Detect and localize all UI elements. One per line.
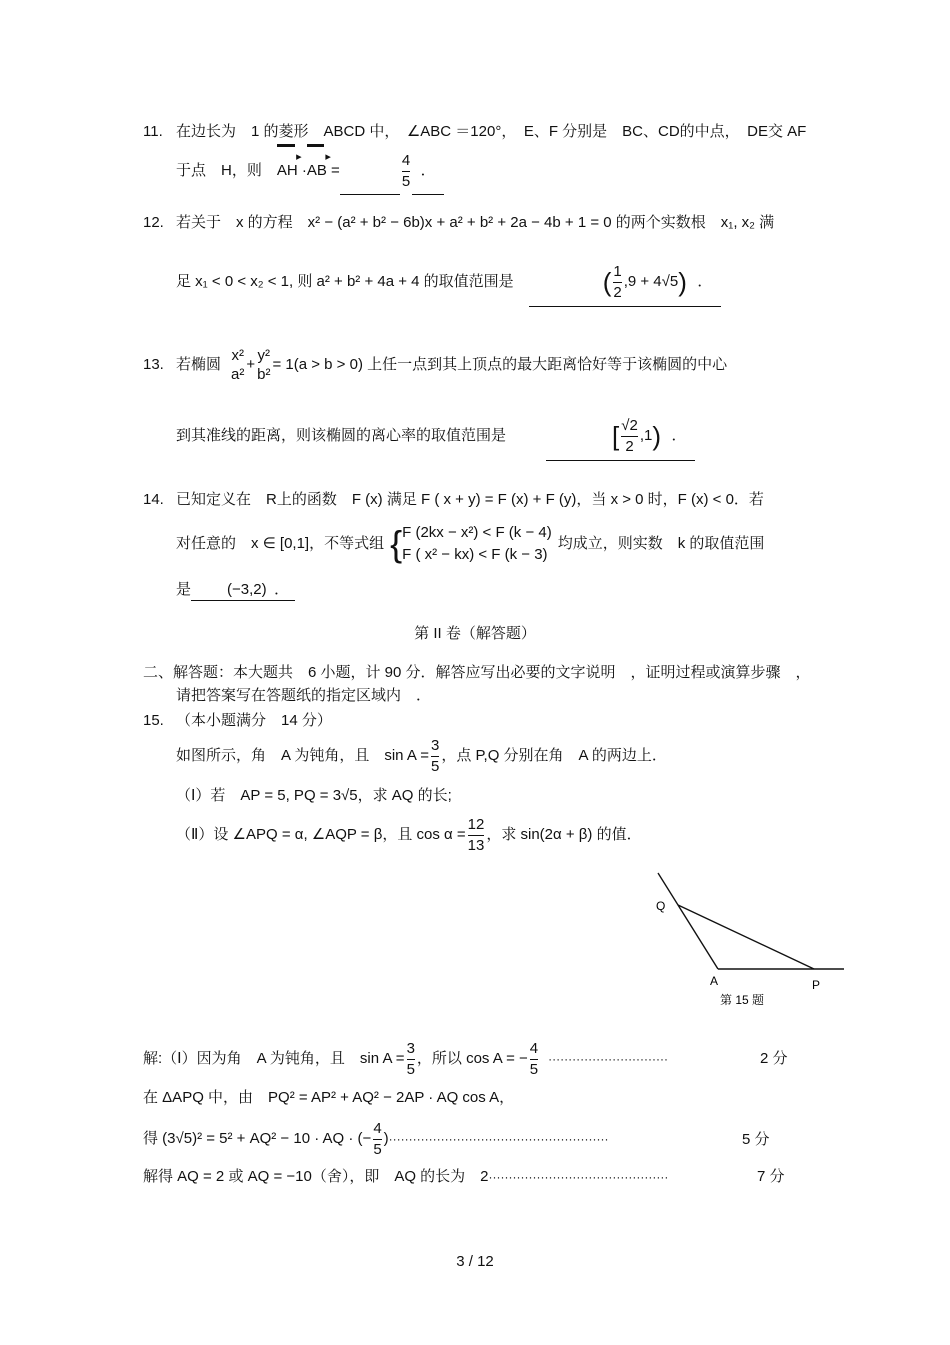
problem-13-number: 13. <box>143 356 164 373</box>
answer-end: ． <box>412 148 444 195</box>
equals-sign: = <box>326 162 340 179</box>
problem-14-line3 <box>176 580 295 601</box>
page-number: 3 / 12 <box>456 1253 494 1270</box>
problem-13-line2 <box>176 412 695 461</box>
close-paren: ) <box>652 421 662 452</box>
problem-14-line2 <box>176 520 764 568</box>
problem-15-question-1: （Ⅰ）若 AP = 5, PQ = 3√5，求 AQ 的长; <box>176 787 452 804</box>
problem-13-line1-pre: 若椭圆 <box>176 356 222 373</box>
problem-11-number: 11. <box>143 123 163 140</box>
problem-12-line1: 若关于 x 的方程 x² − (a² + b² − 6b)x + a² + b² + 2a − 4b + 1 = 0 的两个实数根 x₁, x₂ 满 <box>176 214 775 231</box>
s3-leader-dots: ······················································· <box>388 1132 609 1146</box>
problem-14-line3-pre: 是 <box>176 581 192 598</box>
angle-ray-upper <box>658 873 718 969</box>
problem-13-answer <box>610 412 663 461</box>
answer-blank-left <box>340 148 400 195</box>
q2-post: ，求 sin(2α + β) 的值． <box>486 826 642 843</box>
problem-14-number: 14. <box>143 491 164 508</box>
figure-caption: 第 15 题 <box>720 993 765 1007</box>
solution-line-4 <box>143 1167 668 1187</box>
s3-pre: 得 (3√5)² = 5² + AQ² − 10 · AQ · (− <box>143 1130 372 1147</box>
s3-post: ) <box>383 1130 389 1147</box>
answer-numerator: √2 <box>621 416 638 434</box>
open-bracket: [ <box>612 421 620 452</box>
answer-blank-left <box>546 412 610 461</box>
label-q: Q <box>656 899 666 913</box>
s4-score: 7 分 <box>757 1168 785 1185</box>
sin-a-fraction: $\frac{3}{5}$ <box>430 736 440 775</box>
s1-leader-dots: ······························ <box>548 1052 669 1066</box>
solution-line-2: 在 ΔAPQ 中，由 PQ² = AP² + AQ² − 2AP · AQ cos A， <box>143 1089 515 1106</box>
problem-14-line2-pre: 对任意的 x ∈ [0,1]，不等式组 <box>176 535 385 552</box>
problem-13-line1-post: = 1(a > b > 0) 上任一点到其上顶点的最大距离恰好等于该椭圆的中心 <box>272 356 728 373</box>
answer-numerator: 1 <box>613 262 622 280</box>
answer-rest: ,9 + 4√5 <box>623 273 679 290</box>
system-inequality-2: F ( x² − kx) < F (k − 3) <box>402 546 548 564</box>
answer-end: ． <box>663 412 695 461</box>
problem-12-line2-pre: 足 x₁ < 0 < x₂ < 1, 则 a² + b² + 4a + 4 的取值范围是 <box>176 273 529 290</box>
problem-11-line2 <box>176 148 444 195</box>
answer-rest: ,1 <box>639 427 653 444</box>
plus-sign: + <box>246 356 256 373</box>
section-intro-line2: 请把答案写在答题纸的指定区域内 ． <box>176 687 432 704</box>
s4-leader-dots: ············································· <box>488 1170 669 1184</box>
s1-mid: ，所以 cos A = − <box>416 1050 528 1067</box>
vector-ab: AB ▸ <box>307 148 327 194</box>
s4-text: 解得 AQ = 2 或 AQ = −10（舍），即 AQ 的长为 2 <box>143 1168 489 1185</box>
s3-score: 5 分 <box>742 1131 770 1148</box>
section-title: 第 II 卷（解答题） <box>414 625 536 642</box>
problem-15-question-2 <box>176 812 642 858</box>
close-paren: ) <box>678 267 687 298</box>
problem-15-stem <box>176 733 667 779</box>
dot-operator: · <box>297 162 307 179</box>
problem-15-number: 15. <box>143 712 164 729</box>
system-inequality-1: F (2kx − x²) < F (k − 4) <box>402 524 552 542</box>
problem-12-number: 12. <box>143 214 164 231</box>
answer-blank-left <box>529 258 601 307</box>
stem-pre: 如图所示，角 A 为钝角，且 sin A = <box>176 747 429 764</box>
open-paren: ( <box>602 267 612 298</box>
ellipse-y-term: y² b² <box>257 346 271 383</box>
ellipse-x-term: x² a² <box>231 346 245 383</box>
problem-13-line1 <box>176 342 727 388</box>
answer-end: ． <box>689 258 721 307</box>
left-brace: { <box>390 523 403 565</box>
problem-11-line2-pre: 于点 H，则 <box>176 162 277 179</box>
answer-blank-left <box>191 580 225 601</box>
inequality-system <box>390 520 552 568</box>
solution-line-3 <box>143 1116 608 1162</box>
solution-line-1 <box>143 1036 668 1082</box>
cos-alpha-fraction: $\frac{12}{13}$ <box>467 815 485 854</box>
problem-11-line1: 在边长为 1 的菱形 ABCD 中， ∠ABC ＝120°， E、F 分别是 BC、CD的中点， DE交 AF <box>176 123 807 140</box>
answer-denominator: 2 <box>625 437 634 455</box>
answer-fraction <box>621 417 638 456</box>
vector-ah: AH ▸ <box>277 148 298 194</box>
answer-fraction <box>613 263 621 302</box>
s1-pre: 解:（Ⅰ）因为角 A 为钝角，且 sin A = <box>143 1050 405 1067</box>
q2-pre: （Ⅱ）设 ∠APQ = α, ∠AQP = β，且 cos α = <box>176 826 466 843</box>
label-p: P <box>812 978 821 992</box>
s1-fraction-1: $\frac{3}{5}$ <box>406 1039 415 1078</box>
problem-13-line2-pre: 到其准线的距离，则该椭圆的离心率的取值范围是 <box>176 427 507 444</box>
s3-fraction: $\frac{4}{5}$ <box>373 1119 382 1158</box>
problem-15-header: （本小题满分 14 分） <box>176 712 332 729</box>
answer-denominator: 2 <box>613 283 622 301</box>
answer-end: ． <box>269 580 295 601</box>
problem-14-line1: 已知定义在 R上的函数 F (x) 满足 F ( x + y) = F (x) + F (y)，当 x > 0 时，F (x) < 0．若 <box>176 491 764 508</box>
stem-post: ，点 P,Q 分别在角 A 的两边上． <box>441 747 667 764</box>
section-intro-line1: 二、解答题：本大题共 6 小题，计 90 分．解答应写出必要的文字说明 ，证明过程或演算步骤 ， <box>143 664 811 681</box>
answer-denominator: 5 <box>401 172 411 190</box>
problem-12-answer <box>601 258 689 307</box>
problem-11-answer <box>402 152 410 191</box>
s1-score: 2 分 <box>760 1050 788 1067</box>
s1-fraction-2: $\frac{4}{5}$ <box>529 1039 539 1078</box>
triangle-figure <box>640 865 860 1015</box>
problem-12-line2 <box>176 258 721 307</box>
problem-14-answer: (−3,2) <box>225 580 269 601</box>
label-a: A <box>710 974 719 988</box>
problem-14-line2-post: 均成立，则实数 k 的取值范围 <box>557 535 765 552</box>
answer-numerator: 4 <box>401 151 411 169</box>
